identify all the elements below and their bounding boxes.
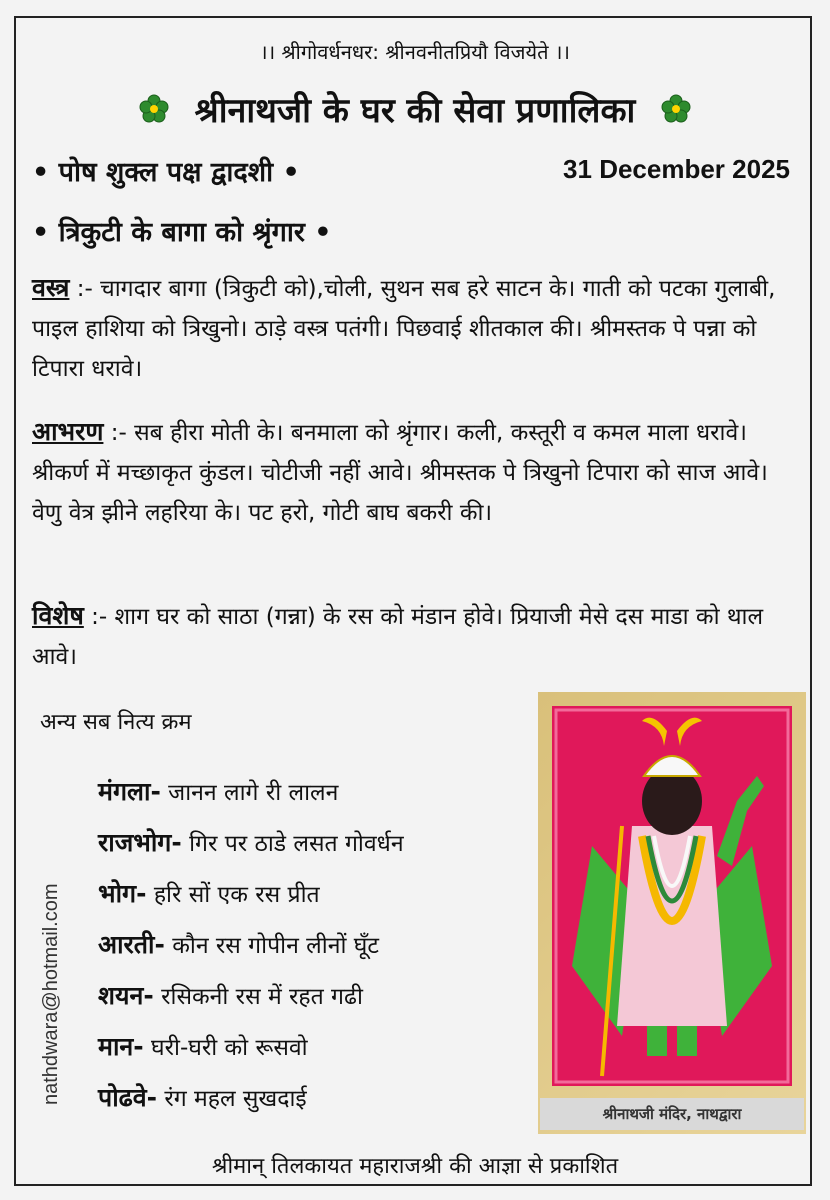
vastra-label: वस्त्र — [32, 273, 70, 302]
kirtan-song: घरी-घरी को रूसवो — [143, 1035, 308, 1061]
kirtan-item-podhve — [98, 1072, 404, 1123]
kirtan-item-aarti — [98, 919, 404, 970]
kirtan-song: गिर पर ठाडे लसत गोवर्धन — [181, 831, 404, 857]
kirtan-song: रंग महल सुखदाई — [157, 1086, 307, 1112]
date-line: 31 December 2025 — [563, 154, 790, 184]
deity-image — [552, 706, 792, 1086]
kirtan-name: पोढवे- — [98, 1083, 158, 1112]
footer-line: श्रीमान् तिलकायत महाराजश्री की आज्ञा से प्रकाशित — [211, 1154, 619, 1179]
kirtan-song: हरि सों एक रस प्रीत — [146, 882, 320, 908]
kirtan-song: रसिकनी रस में रहत गढी — [153, 984, 363, 1010]
kirtan-name: भोग- — [98, 879, 147, 908]
abharan-text: :- सब हीरा मोती के। बनमाला को श्रृंगार। कली, कस्तूरी व कमल माला धरावे। श्रीकर्ण में मच्छाकृत कुंडल। चोटीजी नहीं आवे। श्रीमस्तक पे त्रिखुनो टिपारा को साज आवे। वेणु वेत्र झीने लहरिया के। पट हरो, गोटी बाघ बकरी की। — [32, 420, 768, 526]
kirtan-name: मान- — [98, 1032, 144, 1061]
shringar-line: • त्रिकुटी के बागा को श्रृंगार • — [32, 217, 332, 248]
invocation-line: ।। श्रीगोवर्धनधर: श्रीनवनीतप्रियौ विजयेते ।। — [260, 40, 570, 64]
kirtan-name: शयन- — [98, 981, 154, 1010]
other-routine-line: अन्य सब नित्य क्रम — [40, 710, 192, 735]
kirtan-item-rajbhog — [98, 817, 404, 868]
kirtan-item-mangla — [98, 766, 404, 817]
abharan-label: आभरण — [32, 417, 104, 446]
tithi-line: • पोष शुक्ल पक्ष द्वादशी • — [32, 157, 300, 188]
email-vertical: nathdwara@hotmail.com — [40, 883, 62, 1105]
kirtan-item-maan — [98, 1021, 404, 1072]
vishesh-section — [32, 596, 798, 677]
page-title: श्रीनाथजी के घर की सेवा प्रणालिका — [194, 91, 636, 131]
vastra-section — [32, 268, 798, 389]
abharan-section — [32, 412, 798, 533]
vastra-text: :- चागदार बागा (त्रिकुटी को),चोली, सुथन सब हरे साटन के। गाती को पटका गुलाबी, पाइल हाशिया को त्रिखुनो। ठाड़े वस्त्र पतंगी। पिछवाई शीतकाल की। श्रीमस्तक पे पन्ना को टिपारा धरावे। — [32, 276, 776, 382]
kirtan-song: जानन लागे री लालन — [160, 780, 339, 806]
vishesh-label: विशेष — [32, 601, 84, 630]
photo-caption: श्रीनाथजी मंदिर, नाथद्वारा — [540, 1098, 804, 1130]
kirtan-name: आरती- — [98, 930, 165, 959]
kirtan-item-bhog — [98, 868, 404, 919]
page-title-row — [0, 86, 830, 132]
kirtan-list — [98, 766, 404, 1123]
shrinathji-photo — [538, 692, 806, 1134]
flower-icon — [661, 94, 691, 124]
kirtan-name: मंगला- — [98, 777, 161, 806]
kirtan-song: कौन रस गोपीन लीनों घूँट — [164, 933, 379, 959]
kirtan-name: राजभोग- — [98, 828, 182, 857]
vishesh-text: :- शाग घर को साठा (गन्ना) के रस को मंडान होवे। प्रियाजी मेसे दस माडा को थाल आवे। — [32, 604, 764, 670]
kirtan-item-shayan — [98, 970, 404, 1021]
flower-icon — [139, 94, 169, 124]
